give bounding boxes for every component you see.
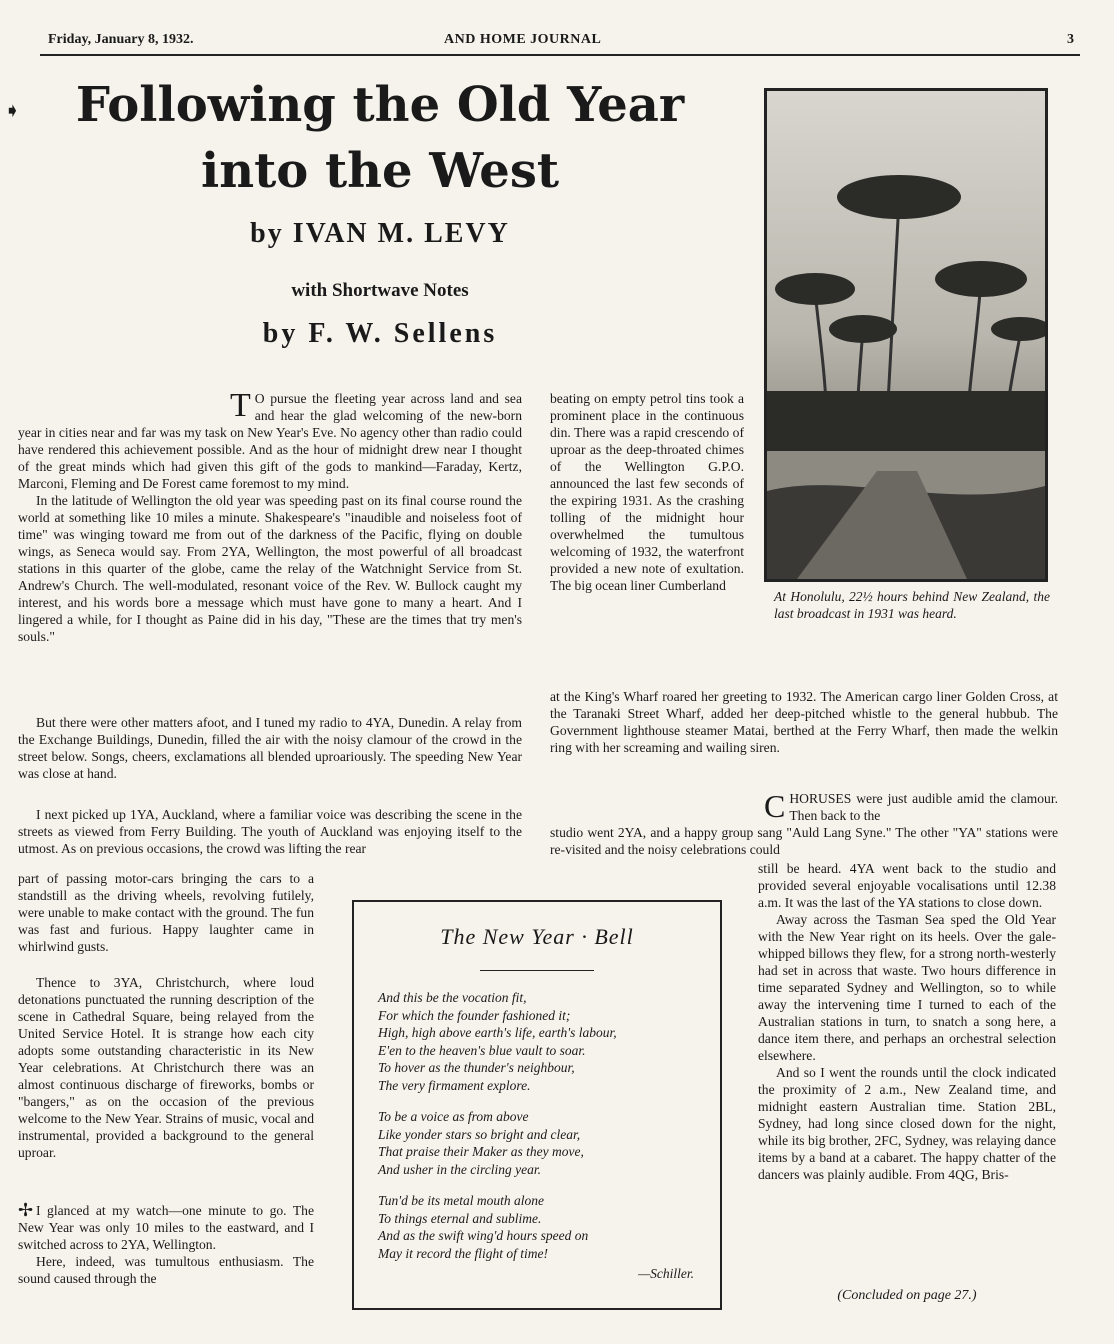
- photo-caption: At Honolulu, 22½ hours behind New Zealand, the last broadcast in 1931 was heard.: [774, 589, 1050, 621]
- drop-cap-c: C: [764, 790, 786, 824]
- issue-date: Friday, January 8, 1932.: [48, 32, 194, 47]
- col1-paragraph-6: I glanced at my watch—one minute to go. The New Year was only 10 miles to the eastward, and I switched across to 2YA, Wellington.: [18, 1203, 314, 1252]
- col1-paragraph-5: Thence to 3YA, Christchurch, where loud detonations punctuated the running description of the scene in Cathedral Square, being relayed from the United Service Hotel. It is strange how each city adopts some outstanding characteristic in its New Year celebrations. At Christchurch there was an almost continuous discharge of fireworks, bombs or "bangers," as on the occasion of the previous welcome to the New Year. Strains of music, vocal and instrumental, provided a background to the general uproar.: [18, 975, 314, 1160]
- column-3-top: [764, 790, 1058, 826]
- poem-line: Like yonder stars so bright and clear,: [378, 1126, 581, 1142]
- continued-note: (Concluded on page 27.): [837, 1288, 977, 1303]
- col3-paragraph-1-rest: still be heard. 4YA went back to the studio and provided several enjoyable vocalisations until 12.38 a.m. It was the last of the YA stations to close down.: [758, 861, 1056, 910]
- article-title-line1: Following the Old Year: [75, 77, 685, 133]
- poem-stanza-2: [378, 1108, 720, 1178]
- column-1-lower: [18, 974, 314, 1204]
- pointer-mark-icon: ➧: [4, 100, 21, 122]
- poem-line: And usher in the circling year.: [378, 1161, 541, 1177]
- drop-cap-t: T: [230, 390, 251, 424]
- palm-trees-image: [767, 91, 1045, 579]
- poem-line: And as the swift wing'd hours speed on: [378, 1228, 589, 1243]
- col1-paragraph-7: Here, indeed, was tumultous enthusiasm. The sound caused through the: [18, 1254, 314, 1286]
- col3-paragraph-1-wide: studio went 2YA, and a happy group sang "Auld Lang Syne." The other "YA" stations were re-visited and the noisy celebrations could: [550, 825, 1058, 857]
- column-1-bottom: [18, 1202, 314, 1306]
- poem-line: To be a voice as from above: [378, 1109, 529, 1124]
- column-2-narrow: [550, 390, 744, 688]
- col3-paragraph-2: Away across the Tasman Sea sped the Old Year with the New Year right on its heels. Over the gale-whipped billows they flew, for a strong north-westerly had set in across that waste. Two hours difference in time separated Sydney and Wellington, so to while away the intervening time I turned to each of the Australian stations in turn, to snatch a song here, a dance item there, and perhaps an orchestral selection elsewhere.: [758, 912, 1056, 1063]
- col2-paragraph-1: beating on empty petrol tins took a prominent place in the continuous din. There was a rapid crescendo of uproar as the deep-throated chimes of the Wellington G.P.O. announced the last few seconds of the expiring 1931. As the crashing tolling of the midnight hour overwhelmed the tumultous welcoming of 1932, the waterfront provided a new note of exultation. The big ocean liner Cumberland: [550, 391, 744, 593]
- poem-line: May it record the flight of time!: [378, 1245, 548, 1261]
- poem-line: E'en to the heaven's blue vault to soar.: [378, 1042, 586, 1058]
- poem-line: High, high above earth's life, earth's labour,: [378, 1025, 617, 1040]
- poem-author: —Schiller.: [638, 1266, 694, 1281]
- poem-line: That praise their Maker as they move,: [378, 1144, 584, 1159]
- poem-stanza-1: [378, 989, 720, 1094]
- col1-paragraph-2: In the latitude of Wellington the old year was speeding past on its final course round the world at something like 10 miles a minute. Shakespeare's "inaudible and noiseless foot of time" was winging toward me from out of the darkness of the Pacific, flying on double wings, as Seneca would say. From 2YA, Wellington, the most powerful of all broadcast stations in this quarter of the globe, came the relay of the Watchnight Service from St. Andrew's Church. The well-modulated, resonant voice of the Rev. W. Bullock caught my interest, and his words bore a message which must have gone to many a heart. And I lingered a while, for I thought as Paine did in his day, "These are the times that try men's souls.": [18, 493, 522, 644]
- poem-stanza-3: [378, 1192, 720, 1262]
- col3-paragraph-1: HORUSES were just audible amid the clamour. Then back to the: [789, 791, 1058, 823]
- col1-paragraph-4-continued: part of passing motor-cars bringing the cars to a standstill as the driving wheels, revolving futilely, were unable to make contact with the ground. The fun was fast and furious. Happy laughter came in whirlwind gusts.: [18, 871, 314, 954]
- poem-title: The New Year · Bell: [440, 924, 634, 949]
- col2-paragraph-1-continued: at the King's Wharf roared her greeting to 1932. The American cargo liner Golden Cross, at the Taranaki Street Wharf, added her deep-pitched whistle to the general hubbub. The Government lighthouse steamer Matai, berthed at the Ferry Wharf, then made the welkin ring with her screaming and wailing siren.: [550, 689, 1058, 755]
- poem-line: For which the founder fashioned it;: [378, 1007, 571, 1023]
- page-header: [48, 32, 1074, 52]
- poem-title-rule: [480, 970, 594, 971]
- poem-box: [352, 900, 722, 1310]
- poem-line: To hover as the thunder's neighbour,: [378, 1060, 575, 1075]
- poem-line: And this be the vocation fit,: [378, 990, 527, 1005]
- column-3-lower: [758, 860, 1056, 1280]
- col1-paragraph-1: O pursue the fleeting year across land and sea and hear the glad welcoming of the new-born year in cities near and far was my task on New Year's Eve. No agency other than radio could have rendered this achievement possible. And as the hour of midnight drew near I thought of the great minds which had given this gift of the gods to mankind—Faraday, Kertz, Marconi, Fleming and De Forest came foremost to my mind.: [18, 391, 522, 491]
- cross-mark-icon: ✢: [18, 1200, 34, 1220]
- col3-paragraph-3: And so I went the rounds until the clock indicated the proximity of 2 a.m., New Zealand time, and midnight eastern Australian time. Station 2BL, Sydney, had long since closed down for the night, while its big brother, 2FC, Sydney, was relaying dance items by a band at a cabaret. The happy chatter of the dancers was plainly audible. From 4QG, Bris-: [758, 1065, 1056, 1182]
- col1-paragraph-3: But there were other matters afoot, and I tuned my radio to 4YA, Dunedin. A relay from the Exchange Buildings, Dunedin, filled the air with the noisy clamour of the crowd in the street below. Songs, cheers, exclamations all blended uproariously. The speeding New Year was close at hand.: [18, 715, 522, 781]
- publication-name: AND HOME JOURNAL: [444, 32, 602, 47]
- poem-line: To things eternal and sublime.: [378, 1210, 542, 1226]
- column-1-wide: [18, 806, 522, 858]
- author-byline: by IVAN M. LEVY: [250, 218, 510, 249]
- col1-paragraph-4: I next picked up 1YA, Auckland, where a familiar voice was describing the scene in the streets as viewed from Ferry Building. The youth of Auckland was enjoying itself to the utmost. As on previous occasions, the crowd was lifting the rear: [18, 807, 522, 856]
- poem-line: Tun'd be its metal mouth alone: [378, 1193, 545, 1208]
- subtitle-byline: by F. W. Sellens: [262, 318, 498, 349]
- article-title-line2: into the West: [200, 143, 560, 199]
- column-1-narrow: [18, 870, 314, 976]
- column-1-top: [18, 390, 522, 690]
- header-rule: [40, 54, 1080, 56]
- column-3-wide: [550, 824, 1058, 860]
- page-number: 3: [1067, 32, 1074, 47]
- honolulu-palm-photo: [764, 88, 1048, 582]
- column-1-mid: [18, 714, 522, 800]
- poem-line: The very firmament explore.: [378, 1077, 531, 1093]
- column-2-wide: [550, 688, 1058, 776]
- article-subtitle: with Shortwave Notes: [291, 280, 469, 301]
